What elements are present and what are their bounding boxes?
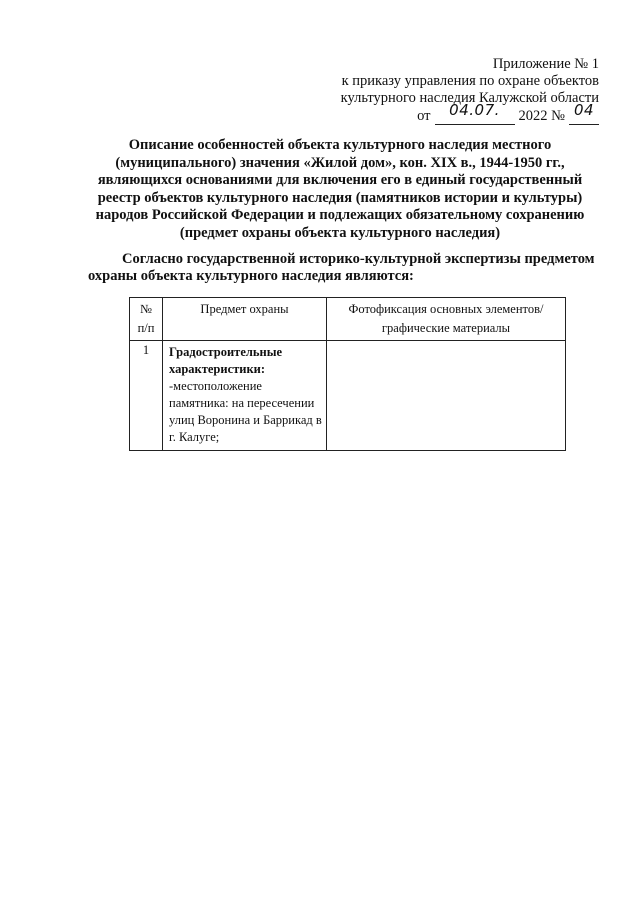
row-photo <box>327 341 566 451</box>
title-line: реестр объектов культурного наследия (памятников истории и культуры) <box>97 189 583 206</box>
subject-title: Градостроительные характеристики: <box>169 345 283 376</box>
number-blank <box>569 101 599 125</box>
header-number: № п/п <box>130 298 163 341</box>
title-line: Описание особенностей объекта культурного наследия местного <box>128 137 552 153</box>
document-title <box>95 137 585 242</box>
appendix-date-line <box>299 101 599 125</box>
date-prefix: от <box>417 108 431 124</box>
title-line: народов Российской Федерации и подлежащих обязательному сохранению <box>95 207 585 223</box>
handwritten-date: 04.07. <box>449 101 500 119</box>
table-row <box>130 341 566 451</box>
subject-text: -местоположение памятника: на пересечении улиц Воронина и Баррикад в г. Калуге; <box>169 379 322 444</box>
protection-subject-table <box>129 297 566 451</box>
appendix-order-line: к приказу управления по охране объектов <box>341 73 599 89</box>
table-header-row <box>130 298 566 341</box>
date-blank <box>435 101 515 125</box>
appendix-block <box>299 56 599 125</box>
title-line: являющихся основаниями для включения его в единый государственный <box>97 172 583 188</box>
row-subject <box>163 341 327 451</box>
header-subject: Предмет охраны <box>163 298 327 341</box>
intro-paragraph: Согласно государственной историко-культурной экспертизы предметом охраны объекта культурного наследия являются: <box>88 251 595 284</box>
title-line: (муниципального) значения «Жилой дом», кон. XIX в., 1944-1950 гг., <box>115 154 565 171</box>
title-line: (предмет охраны объекта культурного наследия) <box>179 224 501 241</box>
appendix-authority-line: культурного наследия Калужской области <box>340 90 599 106</box>
header-photo: Фотофиксация основных элементов/графические материалы <box>327 298 566 341</box>
appendix-title: Приложение № 1 <box>492 56 599 72</box>
handwritten-number: 04 <box>573 101 595 119</box>
row-number: 1 <box>130 341 163 451</box>
year-number-label: 2022 № <box>518 108 565 124</box>
